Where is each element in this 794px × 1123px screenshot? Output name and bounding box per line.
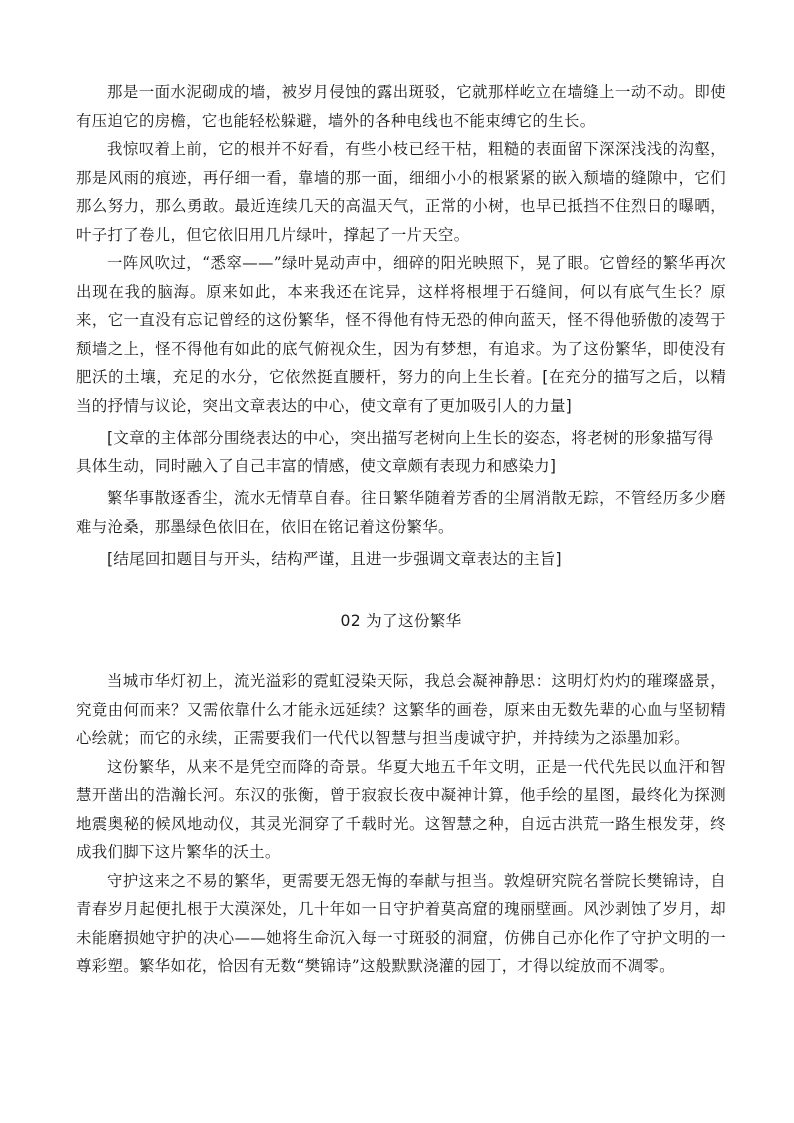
essay1-paragraph-3 xyxy=(76,249,726,420)
commentary-ending-note: [结尾回扣题目与开头，结构严谨，且进一步强调文章表达的主旨] xyxy=(107,550,562,568)
essay2-paragraph-2: 这份繁华，从来不是凭空而降的奇景。华夏大地五千年文明，正是一代代先民以血汗和智慧开凿出的浩瀚长河。东汉的张衡，曾于寂寂长夜中凝神计算，他手绘的星图，最终化为探测地震奥秘的候风地动仪，其灵光洞穿了千载时光。这智慧之种，自远古洪荒一路生根发芽，终成我们脚下这片繁华的沃土。 xyxy=(76,757,726,861)
essay1-paragraph-1: 那是一面水泥砌成的墙，被岁月侵蚀的露出斑驳，它就那样屹立在墙缝上一动不动。即使有压迫它的房檐，它也能轻松躲避，墙外的各种电线也不能束缚它的生长。 xyxy=(76,83,726,130)
commentary-body-note: [文章的主体部分围绕表达的中心，突出描写老树向上生长的姿态，将老树的形象描写得具体生动，同时融入了自己丰富的情感，使文章颇有表现力和感染力] xyxy=(76,429,714,475)
essay2-paragraph-1: 当城市华灯初上，流光溢彩的霓虹浸染天际，我总会凝神静思：这明灯灼灼的璀璨盛景，究竟由何而来？又需依靠什么才能永远延续？这繁华的画卷，原来由无数先辈的心血与坚韧精心绘就；而它的永续，正需要我们一代代以智慧与担当虔诚守护，并持续为之添墨加彩。 xyxy=(76,672,726,747)
document-page xyxy=(76,78,726,981)
essay2-title: 02 为了这份繁华 xyxy=(340,612,462,630)
essay1-paragraph-3-text: 一阵风吹过，“悉窣——”绿叶晃动声中，细碎的阳光映照下，晃了眼。它曾经的繁华再次出现在我的脑海。原来如此，本来我还在诧异，这样将根埋于石缝间，何以有底气生长？原来，它一直没有忘记曾经的这份繁华，怪不得他有恃无恐的伸向蓝天，怪不得他骄傲的凌驾于颓墙之上，怪不得他有如此的底气俯视众生，因为有梦想，有追求。为了这份繁华，即使没有肥沃的土壤，充足的水分，它依然挺直腰杆，努力的向上生长着。 xyxy=(76,254,726,386)
essay2-paragraph-3: 守护这来之不易的繁华，更需要无怨无悔的奉献与担当。敦煌研究院名誉院长樊锦诗，自青春岁月起便扎根于大漠深处，几十年如一日守护着莫高窟的瑰丽壁画。风沙剥蚀了岁月，却未能磨损她守护的决心——她将生命沉入每一寸斑驳的洞窟，仿佛自己亦化作了守护文明的一尊彩塑。繁华如花，恰因有无数“樊锦诗”这般默默浇灌的园丁，才得以绽放而不凋零。 xyxy=(76,871,726,975)
essay1-closing-paragraph: 繁华事散逐香尘，流水无情草自春。往日繁华随着芳香的尘屑消散无踪，不管经历多少磨难与沧桑，那墨绿色依旧在，依旧在铭记着这份繁华。 xyxy=(76,489,726,536)
essay1-paragraph-2: 我惊叹着上前，它的根并不好看，有些小枝已经干枯，粗糙的表面留下深深浅浅的沟壑，那是风雨的痕迹，再仔细一看，靠墙的那一面，细细小小的根紧紧的嵌入颓墙的缝隙中，它们那么努力，那么勇敢。最近连续几天的高温天气，正常的小树，也早已抵挡不住烈日的曝晒，叶子打了卷儿，但它依旧用几片绿叶，撑起了一片天空。 xyxy=(76,140,726,244)
commentary-inline-note: [在充分的描写之后，以精当的抒情与议论，突出文章表达的中心，使文章有了更加吸引人的力量] xyxy=(76,368,726,415)
